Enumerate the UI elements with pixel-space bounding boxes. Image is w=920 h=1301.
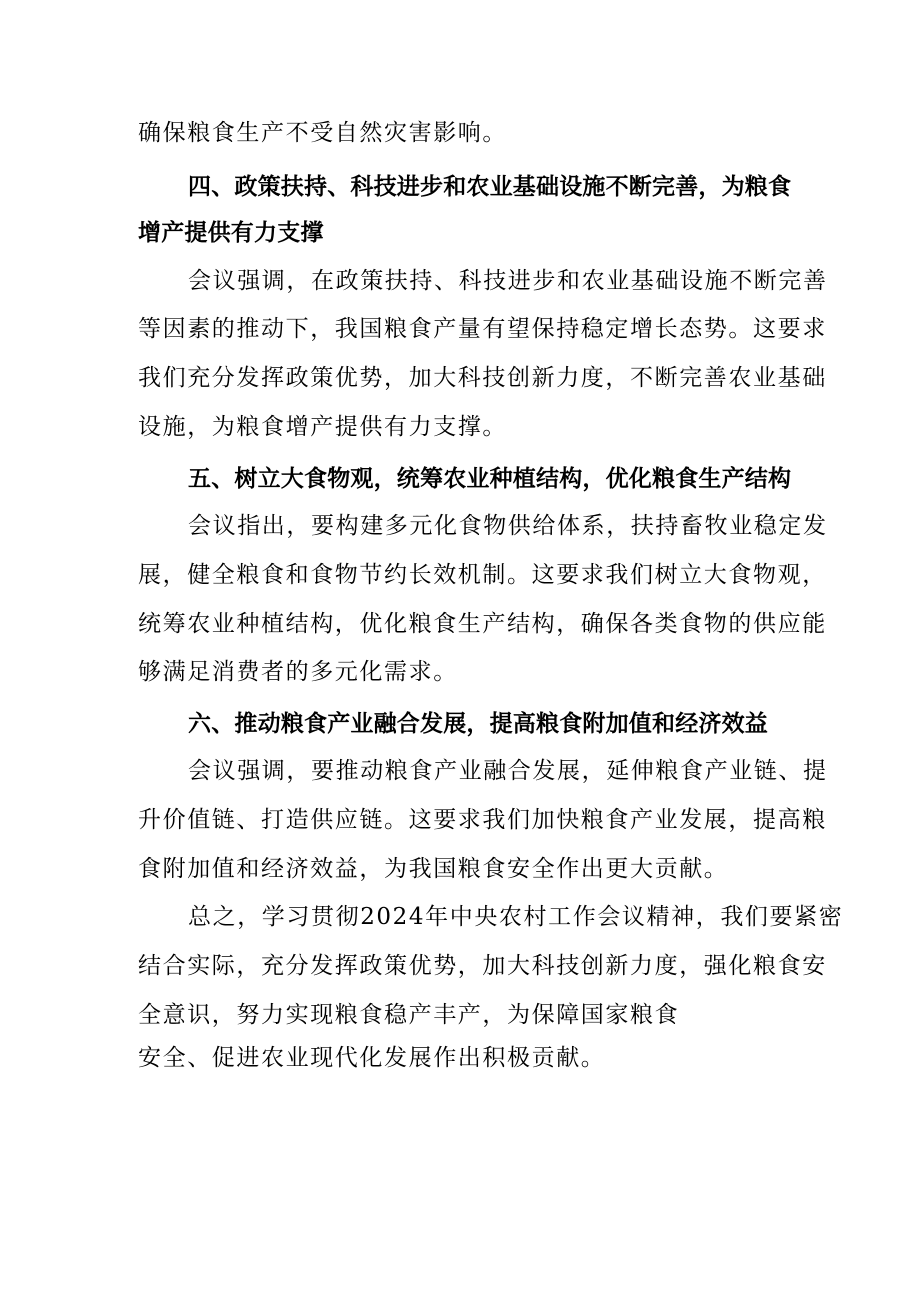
paragraph-line: 设施，为粮食增产提供有力支撑。 bbox=[138, 414, 507, 440]
paragraph-line: 我们充分发挥政策优势，加大科技创新力度，不断完善农业基础 bbox=[138, 365, 827, 391]
paragraph-line: 全意识，努力实现粮食稳产丰产，为保障国家粮食 bbox=[138, 1002, 680, 1028]
section-heading-4-line-1: 四、政策扶持、科技进步和农业基础设施不断完善，为粮食 bbox=[188, 174, 792, 200]
paragraph-line: 会议指出，要构建多元化食物供给体系，扶持畜牧业稳定发 bbox=[188, 513, 828, 539]
paragraph-line: 够满足消费者的多元化需求。 bbox=[138, 659, 458, 685]
paragraph-line: 结合实际，充分发挥政策优势，加大科技创新力度，强化粮食安 bbox=[138, 953, 827, 979]
paragraph-line: 食附加值和经济效益，为我国粮食安全作出更大贡献。 bbox=[138, 856, 729, 882]
paragraph-line: 会议强调，要推动粮食产业融合发展，延伸粮食产业链、提 bbox=[188, 758, 828, 784]
paragraph-line: 统筹农业种植结构，优化粮食生产结构，确保各类食物的供应能 bbox=[138, 611, 827, 637]
paragraph-line: 等因素的推动下，我国粮食产量有望保持稳定增长态势。这要求 bbox=[138, 316, 827, 342]
paragraph-line: 会议强调，在政策扶持、科技进步和农业基础设施不断完善 bbox=[188, 268, 828, 294]
paragraph-line: 安全、促进农业现代化发展作出积极贡献。 bbox=[138, 1045, 606, 1071]
paragraph-line: 确保粮食生产不受自然灾害影响。 bbox=[138, 120, 507, 146]
section-heading-4-line-2: 增产提供有力支撑 bbox=[138, 220, 324, 246]
section-heading-6: 六、推动粮食产业融合发展，提高粮食附加值和经济效益 bbox=[188, 711, 768, 737]
paragraph-line: 升价值链、打造供应链。这要求我们加快粮食产业发展，提高粮 bbox=[138, 807, 827, 833]
section-heading-5: 五、树立大食物观，统筹农业种植结构，优化粮食生产结构 bbox=[188, 466, 792, 492]
paragraph-line: 展，健全粮食和食物节约长效机制。这要求我们树立大食物观， bbox=[138, 562, 827, 588]
paragraph-line: 总之，学习贯彻2024年中央农村工作会议精神，我们要紧密 bbox=[188, 904, 844, 930]
